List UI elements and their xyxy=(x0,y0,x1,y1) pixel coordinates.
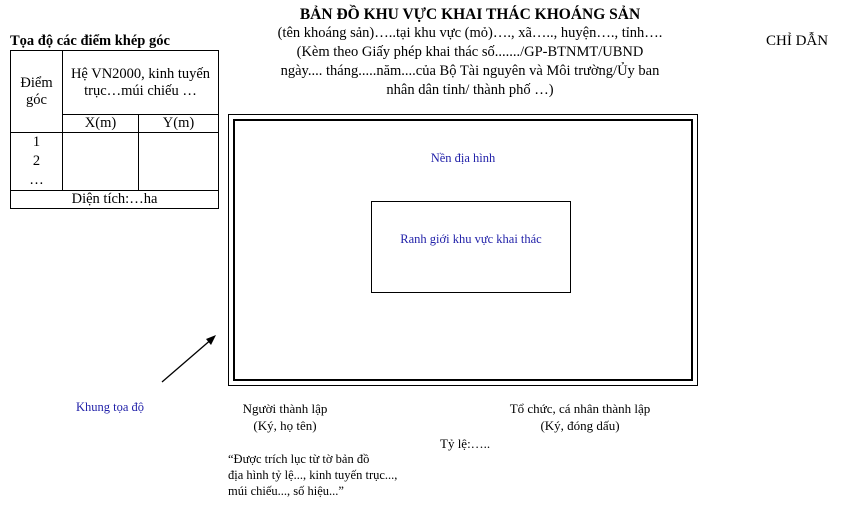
y-value-cell xyxy=(139,133,219,191)
point-number: 1 xyxy=(32,134,41,150)
pointer-arrow-icon xyxy=(158,330,222,386)
organization-sign-note: (Ký, đóng dấu) xyxy=(540,418,620,433)
map-frame xyxy=(228,114,698,386)
legend-heading: CHỈ DẪN xyxy=(766,33,829,49)
creator-sign-note: (Ký, họ tên) xyxy=(253,418,317,433)
coordinate-frame-label: Khung tọa độ xyxy=(76,400,145,414)
creator-title: Người thành lập xyxy=(242,401,328,416)
subtitle-line: (tên khoáng sản)…..tại khu vực (mỏ)…., xã….., huyện…., tỉnh…. xyxy=(277,25,663,41)
source-note xyxy=(228,451,448,499)
source-note-line: “Được trích lục từ tờ bản đồ xyxy=(228,452,370,466)
creator-signature-block xyxy=(220,400,350,434)
subtitle-line: (Kèm theo Giấy phép khai thác số......./GP-BTNMT/UBND xyxy=(296,44,644,60)
subtitle-line: nhân dân tỉnh/ thành phố …) xyxy=(386,82,554,98)
coordinate-table xyxy=(10,50,219,209)
terrain-label: Nền địa hình xyxy=(430,151,496,165)
coordinate-frame-border xyxy=(233,119,693,381)
mining-boundary-box xyxy=(371,201,571,293)
scale-label: Tỷ lệ:….. xyxy=(440,436,491,451)
mining-boundary-label: Ranh giới khu vực khai thác xyxy=(400,232,542,246)
x-column-header: X(m) xyxy=(63,115,139,133)
coordinate-table-title: Tọa độ các điểm khép góc xyxy=(10,33,170,49)
point-column-header: Điểm góc xyxy=(11,51,63,133)
x-value-cell xyxy=(63,133,139,191)
point-list-cell xyxy=(11,133,63,191)
map-title: BẢN ĐỒ KHU VỰC KHAI THÁC KHOÁNG SẢN xyxy=(299,6,641,23)
point-number: … xyxy=(29,172,44,188)
map-subtitle xyxy=(228,24,712,100)
point-number: 2 xyxy=(32,153,41,169)
coordinate-system-header: Hệ VN2000, kinh tuyến trục…múi chiếu … xyxy=(63,51,219,115)
area-cell: Diện tích:…ha xyxy=(11,191,219,209)
organization-title: Tổ chức, cá nhân thành lập xyxy=(509,401,651,416)
y-column-header: Y(m) xyxy=(139,115,219,133)
organization-signature-block xyxy=(470,400,690,434)
source-note-line: múi chiếu..., số hiệu...” xyxy=(228,484,344,498)
source-note-line: địa hình tỷ lệ..., kinh tuyến trục..., xyxy=(228,468,398,482)
subtitle-line: ngày.... tháng.....năm....của Bộ Tài nguyên và Môi trường/Ủy ban xyxy=(280,63,660,79)
